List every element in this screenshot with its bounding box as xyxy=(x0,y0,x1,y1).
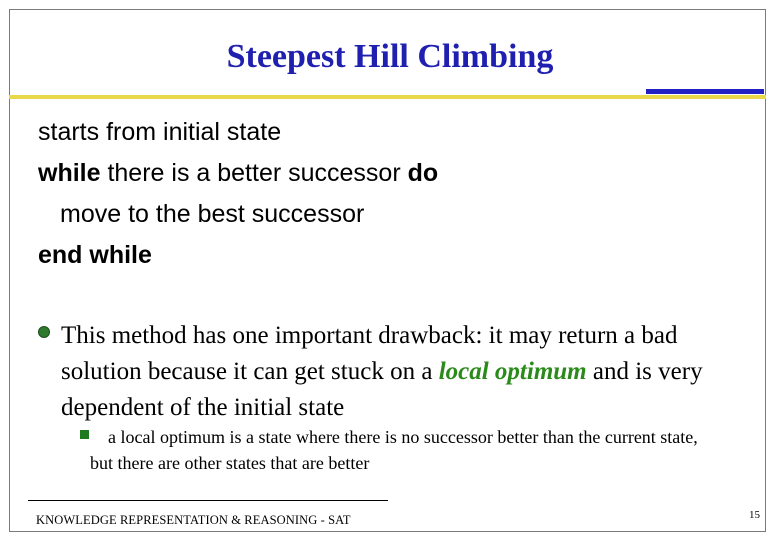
sub-bullet-text: a local optimum is a state where there is no successor better than the current state, but there are other states that are better xyxy=(90,427,698,473)
while-condition: there is a better successor xyxy=(100,159,408,187)
keyword-do: do xyxy=(407,159,439,187)
title-underline xyxy=(9,95,766,99)
footer-text: KNOWLEDGE REPRESENTATION & REASONING - SAT xyxy=(36,513,351,527)
bullet-drawback xyxy=(38,318,738,426)
square-bullet-icon xyxy=(80,430,89,439)
algorithm-line-move: move to the best successor xyxy=(60,200,365,228)
algorithm-block xyxy=(38,112,438,276)
bullet-highlight: local optimum xyxy=(438,358,587,385)
algorithm-line-end-while: end while xyxy=(38,241,152,269)
sub-bullet-local-optimum xyxy=(72,424,712,476)
bullet-text-after: and is very dependent of the initial state xyxy=(61,358,703,421)
footer-rule xyxy=(28,500,388,501)
bullet-text-before: This method has one important drawback: it may return a bad solution because it can get stuck on a xyxy=(61,322,678,385)
page-number: 15 xyxy=(749,509,760,521)
algorithm-line-start: starts from initial state xyxy=(38,118,282,146)
title-accent-bar xyxy=(646,89,764,94)
keyword-while: while xyxy=(38,159,101,187)
slide-title: Steepest Hill Climbing xyxy=(226,38,554,75)
bullet-text xyxy=(38,318,738,426)
algorithm-line-while xyxy=(38,153,438,194)
bullet-dot-icon xyxy=(38,326,50,338)
